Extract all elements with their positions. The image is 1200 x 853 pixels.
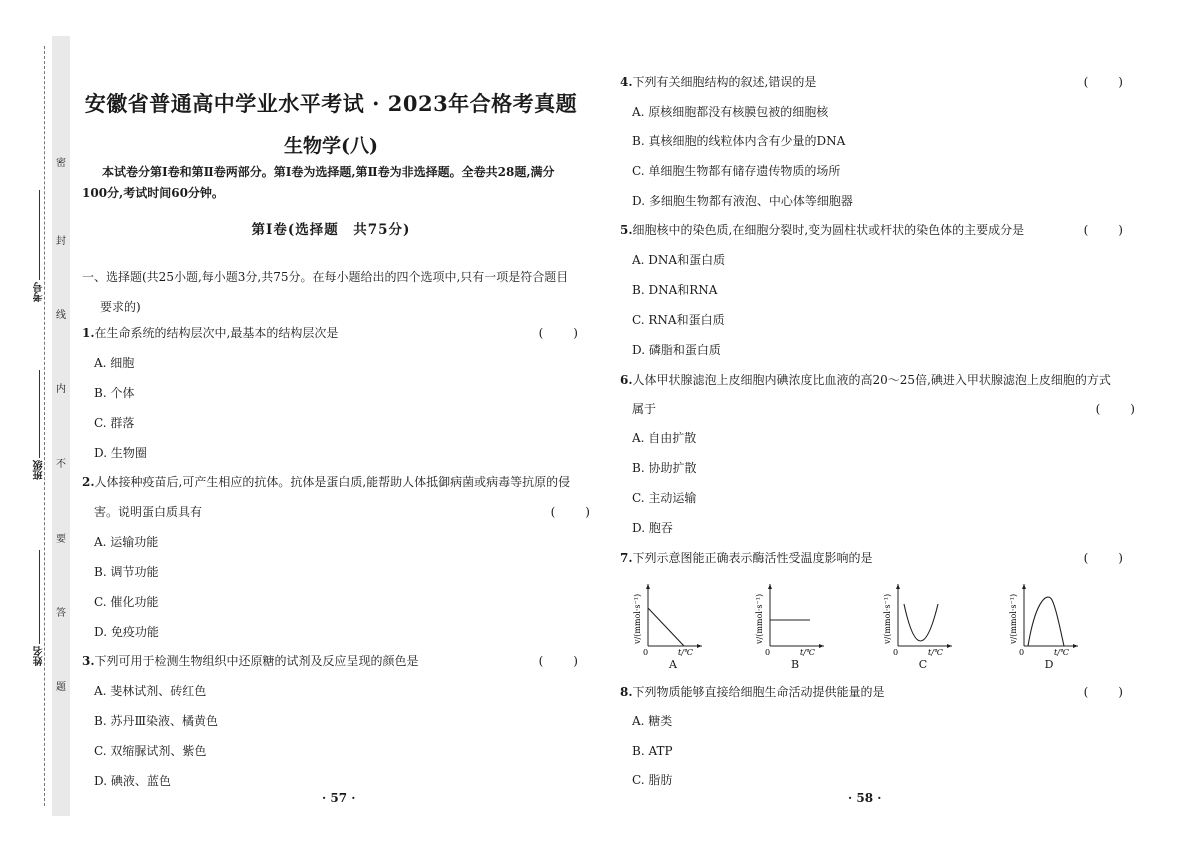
- binding-write-line: [39, 190, 40, 280]
- question-3: [82, 653, 580, 669]
- graph-y-label: v/(mmol·s⁻¹): [755, 593, 764, 644]
- intro-line: 本试卷分第Ⅰ卷和第Ⅱ卷两部分。第Ⅰ卷为选择题,第Ⅱ卷为非选择题。全卷共28题,满分: [102, 165, 555, 179]
- option-c: C. 群落: [94, 416, 135, 430]
- option-a: A. 斐林试剂、砖红色: [94, 684, 207, 698]
- graph-a: [630, 578, 710, 670]
- graph-x-label: t/℃: [928, 648, 943, 657]
- option-a: A. 糖类: [632, 714, 673, 728]
- binding-label-name: 姓名: [34, 646, 45, 666]
- question-text: 下列有关细胞结构的叙述,错误的是: [632, 75, 817, 89]
- question-text: 人体甲状腺滤泡上皮细胞内碘浓度比血液的高20～25倍,碘进入甲状腺滤泡上皮细胞的方式: [632, 373, 1111, 387]
- option-c: C. RNA和蛋白质: [632, 313, 725, 327]
- binding-write-line: [39, 370, 40, 458]
- answer-blank: ( ): [1095, 402, 1137, 416]
- option-b: B. 协助扩散: [632, 461, 697, 475]
- graph-d: [1006, 578, 1086, 670]
- option-b: B. 调节功能: [94, 565, 159, 579]
- question-number: 1.: [82, 326, 95, 340]
- option-c: C. 主动运输: [632, 491, 697, 505]
- option-d: D. 磷脂和蛋白质: [632, 343, 721, 357]
- graph-d-plot: [1006, 578, 1086, 658]
- option-c: C. 单细胞生物都有储存遗传物质的场所: [632, 164, 841, 178]
- binding-label-exam-number: 考号: [34, 282, 45, 302]
- binding-dashed-line: [44, 46, 46, 806]
- question-6: [620, 372, 1125, 388]
- graph-c-plot: [880, 578, 960, 658]
- binding-char: 内: [56, 384, 66, 395]
- question-number: 6.: [620, 373, 633, 387]
- binding-char: 密: [56, 158, 66, 169]
- graph-origin: 0: [643, 648, 649, 657]
- option-b: B. ATP: [632, 744, 673, 758]
- graph-b-plot: [752, 578, 832, 658]
- graph-x-label: t/℃: [800, 648, 815, 657]
- graph-y-label: v/(mmol·s⁻¹): [1009, 593, 1018, 644]
- question-text: 下列示意图能正确表示酶活性受温度影响的是: [632, 551, 873, 565]
- section-instructions: [82, 262, 580, 322]
- answer-blank: ( ): [1083, 223, 1125, 237]
- binding-char: 线: [56, 310, 66, 321]
- answer-blank: ( ): [1083, 685, 1125, 699]
- option-b: B. 真核细胞的线粒体内含有少量的DNA: [632, 134, 846, 148]
- right-page: [620, 0, 1137, 853]
- graph-y-label: v/(mmol·s⁻¹): [883, 593, 892, 644]
- question-text: 下列可用于检测生物组织中还原糖的试剂及反应呈现的颜色是: [94, 654, 419, 668]
- question-2: [82, 474, 580, 490]
- graph-c: [880, 578, 960, 670]
- answer-blank: ( ): [538, 654, 580, 668]
- page-number: · 57 ·: [322, 791, 356, 805]
- exam-intro: [82, 162, 580, 204]
- option-b: B. DNA和RNA: [632, 283, 718, 297]
- graph-label: D: [1044, 658, 1054, 671]
- option-a: A. 原核细胞都没有核膜包被的细胞核: [632, 105, 829, 119]
- question-number: 8.: [620, 685, 633, 699]
- graph-origin: 0: [893, 648, 899, 657]
- instructions-line: 一、选择题(共25小题,每小题3分,共75分。在每小题给出的四个选项中,只有一项是符合题目: [82, 270, 569, 284]
- graph-label: C: [918, 658, 928, 671]
- intro-line: 100分,考试时间60分钟。: [82, 186, 224, 200]
- option-d: D. 多细胞生物都有液泡、中心体等细胞器: [632, 194, 853, 208]
- question-text: 属于: [632, 402, 657, 416]
- option-a: A. DNA和蛋白质: [632, 253, 726, 267]
- instructions-line: 要求的): [100, 300, 141, 314]
- question-6-cont: [620, 401, 1137, 417]
- question-2-cont: [82, 504, 592, 520]
- binding-label-class: 班级: [34, 460, 45, 480]
- answer-blank: ( ): [538, 326, 580, 340]
- exam-subtitle: 生物学(八): [284, 135, 378, 157]
- graph-x-label: t/℃: [678, 648, 693, 657]
- option-b: B. 个体: [94, 386, 135, 400]
- option-a: A. 细胞: [94, 356, 135, 370]
- question-8: [620, 684, 1125, 700]
- graph-origin: 0: [765, 648, 771, 657]
- question-number: 3.: [82, 654, 95, 668]
- answer-blank: ( ): [1083, 551, 1125, 565]
- graph-label: B: [790, 658, 800, 671]
- question-1: [82, 325, 580, 341]
- question-text: 在生命系统的结构层次中,最基本的结构层次是: [94, 326, 339, 340]
- exam-title: 安徽省普通高中学业水平考试 · 2023年合格考真题: [84, 91, 578, 116]
- option-c: C. 脂肪: [632, 773, 673, 787]
- graph-origin: 0: [1019, 648, 1025, 657]
- binding-char: 要: [56, 534, 66, 545]
- graph-label: A: [669, 658, 677, 671]
- binding-char: 不: [56, 459, 66, 470]
- option-d: D. 碘液、蓝色: [94, 774, 171, 788]
- answer-blank: ( ): [550, 505, 592, 519]
- question-text: 细胞核中的染色质,在细胞分裂时,变为圆柱状或杆状的染色体的主要成分是: [632, 223, 1025, 237]
- answer-blank: ( ): [1083, 75, 1125, 89]
- binding-char: 封: [56, 236, 66, 247]
- option-a: A. 自由扩散: [632, 431, 697, 445]
- question-number: 7.: [620, 551, 633, 565]
- left-page: [82, 0, 592, 853]
- question-text: 人体接种疫苗后,可产生相应的抗体。抗体是蛋白质,能帮助人体抵御病菌或病毒等抗原的侵: [94, 475, 571, 489]
- question-7: [620, 550, 1125, 566]
- option-a: A. 运输功能: [94, 535, 159, 549]
- option-d: D. 生物圈: [94, 446, 147, 460]
- graph-y-label: v/(mmol·s⁻¹): [633, 593, 642, 644]
- question-text: 下列物质能够直接给细胞生命活动提供能量的是: [632, 685, 885, 699]
- option-c: C. 催化功能: [94, 595, 159, 609]
- option-c: C. 双缩脲试剂、紫色: [94, 744, 207, 758]
- option-d: D. 免疫功能: [94, 625, 159, 639]
- page-number: · 58 ·: [848, 791, 882, 805]
- binding-margin: [52, 36, 70, 816]
- binding-char: 答: [56, 608, 66, 619]
- graph-b: [752, 578, 832, 670]
- question-number: 4.: [620, 75, 633, 89]
- question-5: [620, 222, 1125, 238]
- question-text: 害。说明蛋白质具有: [94, 505, 203, 519]
- question-4: [620, 74, 1125, 90]
- option-b: B. 苏丹Ⅲ染液、橘黄色: [94, 714, 219, 728]
- question-number: 2.: [82, 475, 95, 489]
- option-d: D. 胞吞: [632, 521, 673, 535]
- graph-a-plot: [630, 578, 710, 658]
- graph-x-label: t/℃: [1054, 648, 1069, 657]
- section-heading: 第Ⅰ卷(选择题 共75分): [251, 222, 411, 238]
- binding-char: 题: [56, 682, 66, 693]
- question-number: 5.: [620, 223, 633, 237]
- binding-write-line: [39, 550, 40, 644]
